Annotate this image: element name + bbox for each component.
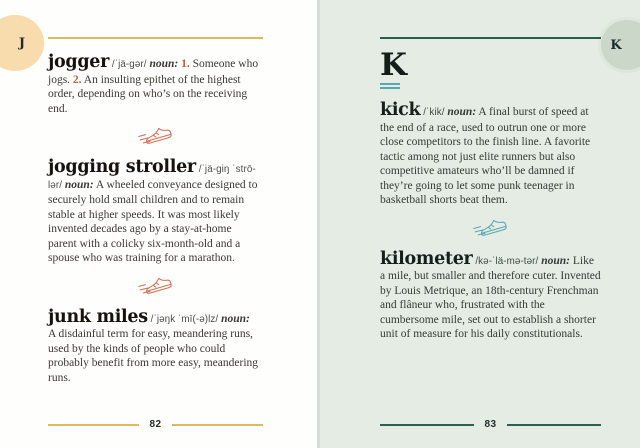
page-number: 82: [149, 419, 162, 430]
headword: kick: [380, 100, 421, 120]
entry-kilometer: [380, 248, 601, 342]
running-shoe-icon: [473, 217, 509, 237]
top-rule-left: [48, 37, 263, 39]
right-page: [320, 0, 640, 448]
headword: junk miles: [48, 306, 148, 327]
definition: Like a mile, but smaller and therefore cuter. Invented by Louis Metrique, an 18th-century Frenchman and flâneur who, frustrated with the cumbersome mile, set out to establish a shorter unit of measure for his daily constitutionals.: [380, 254, 601, 340]
part-of-speech: noun:: [149, 58, 179, 70]
entry-jogging-stroller: [48, 157, 263, 266]
section-heading-k: [380, 47, 601, 89]
part-of-speech: noun:: [221, 312, 250, 325]
running-shoe-icon: [138, 125, 174, 145]
pronunciation: /ˈkik/: [423, 107, 445, 118]
pronunciation: /ˈjä-gər/: [111, 59, 147, 70]
page-number: 83: [484, 419, 497, 430]
part-of-speech: noun:: [447, 106, 477, 118]
ornament-row: [380, 217, 601, 242]
running-shoe-icon: [138, 275, 174, 295]
entry-junk-miles: [48, 306, 263, 386]
alpha-tab-k-letter: K: [610, 37, 622, 53]
alpha-tab-k: [598, 17, 640, 73]
entry-jogger: [48, 52, 263, 116]
alpha-tab-j-letter: J: [18, 35, 26, 51]
alpha-tab-j: [0, 15, 44, 71]
ornament-row: [48, 125, 263, 150]
section-letter-underline: [380, 83, 400, 89]
pronunciation: /kə-ˈlä-mə-tər/: [475, 255, 539, 267]
left-page: [0, 0, 317, 448]
left-page-footer: [48, 419, 263, 430]
headword: jogger: [48, 52, 110, 72]
sense-number: 1.: [181, 58, 190, 70]
part-of-speech: noun:: [541, 254, 571, 267]
definition: A disdainful term for easy, meandering runs, used by the kinds of people who could probably benefit from more easy, meandering runs.: [48, 328, 259, 384]
right-page-footer: [380, 419, 601, 430]
entry-kick: [380, 100, 601, 208]
sense-number: 2.: [72, 73, 82, 86]
section-letter: K: [380, 47, 407, 83]
part-of-speech: noun:: [64, 178, 94, 191]
definition: A final burst of speed at the end of a race, used to outrun one or more close competitors to the finish line. A favorite tactic among not just elite runners but also competitive amateurs who’ll be damned if they’re going to let some punk teenager in basketball shorts beat them.: [380, 106, 591, 206]
footer-rule: [48, 424, 139, 426]
pronunciation: /ˈjä-giŋ ˈstrō-lər/: [48, 164, 256, 191]
footer-rule: [507, 424, 601, 426]
pronunciation: /ˈjəŋk ˈmī(-ə)lz/: [150, 313, 219, 325]
top-rule-right: [380, 37, 601, 39]
sense-text: An insulting epithet of the highest order, depending on who’s on the receiving end.: [48, 73, 248, 115]
sense-text: Someone who jogs.: [48, 58, 259, 86]
headword: kilometer: [380, 248, 473, 269]
footer-rule: [172, 424, 263, 426]
definition: A wheeled conveyance designed to securely hold small children and to remain stable at higher speeds. It was most likely invented decades ago by a stay-at-home parent with a colicky six-month-old and a spouse who was training for a marathon.: [48, 178, 258, 264]
headword: jogging stroller: [48, 157, 196, 177]
ornament-row: [48, 275, 263, 300]
footer-rule: [380, 424, 474, 426]
